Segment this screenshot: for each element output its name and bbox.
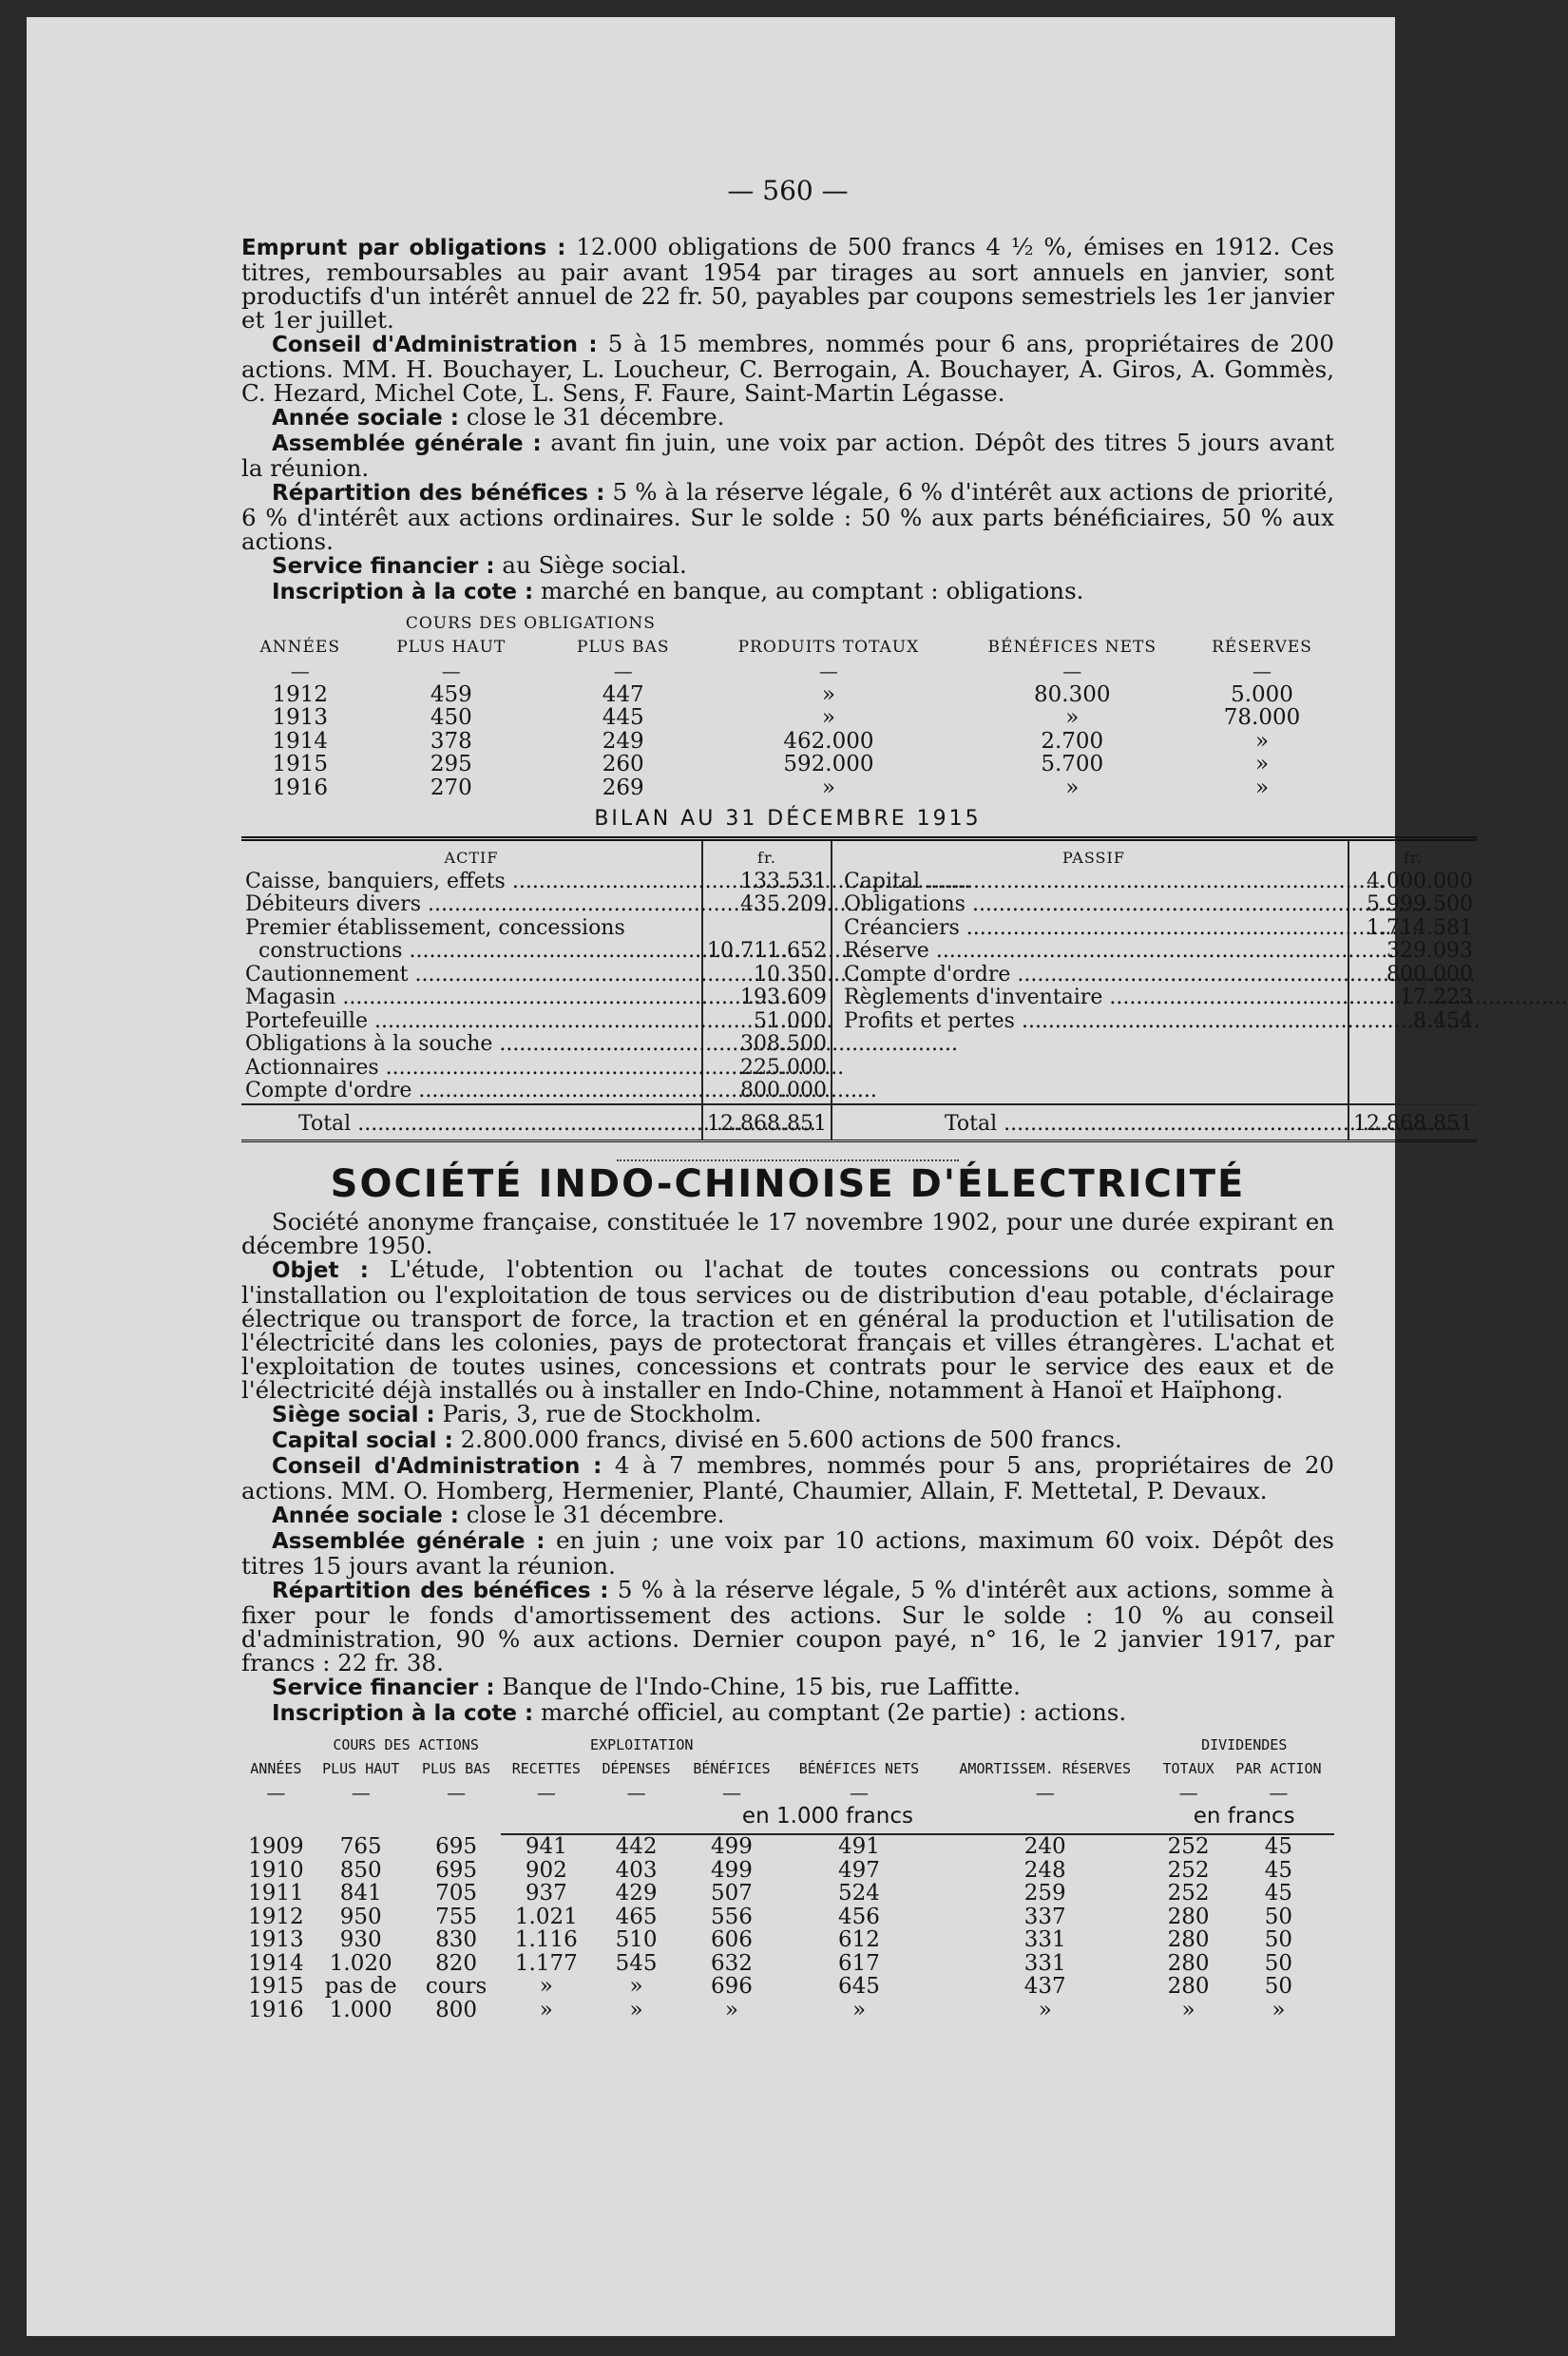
bilan-body <box>241 871 1477 1104</box>
table-cell: 50 <box>1264 1927 1292 1952</box>
header-dividendes: DIVIDENDES <box>1201 1736 1288 1753</box>
label-annee-2: Année sociale : <box>272 1504 459 1528</box>
table-row <box>241 706 1334 730</box>
actif-amount: 800.000 <box>702 1080 832 1104</box>
table-cell: 755 <box>435 1904 478 1929</box>
bilan-row <box>241 1080 1477 1104</box>
table-cell: 841 <box>339 1881 382 1906</box>
table-cell: 50 <box>1264 1904 1292 1929</box>
table-cell: 695 <box>435 1857 478 1883</box>
table-cell: » <box>1065 775 1080 800</box>
text-repartition: 5 % à la réserve légale, 6 % d'intérêt aux actions de priorité, 6 % d'intérêt aux actions ordinaires. Sur le solde : 50 % aux parts bénéficiaires, 50 % aux actions. <box>241 478 1334 555</box>
actif-amount: 10.711.652 <box>702 940 832 964</box>
actif-amount: 435.209 <box>702 893 832 917</box>
actif-item: Premier établissement, concessions <box>245 915 625 940</box>
passif-amount: 4.000.000 <box>1348 871 1477 894</box>
actif-item: Cautionnement ..... <box>241 964 702 987</box>
table-cell: 1.177 <box>514 1950 578 1976</box>
text-service-2: Banque de l'Indo-Chine, 15 bis, rue Laffitte. <box>502 1673 1021 1700</box>
table-cell: 450 <box>430 705 472 730</box>
table-cell: 1916 <box>248 1997 304 2022</box>
label-objet: Objet : <box>272 1258 369 1283</box>
table-row <box>241 1882 1334 1906</box>
actif-item: Obligations à la souche ..... <box>241 1033 702 1057</box>
table-cell: 249 <box>602 728 644 754</box>
table-cell: 1910 <box>248 1857 304 1883</box>
label-service-2: Service financier : <box>272 1676 495 1700</box>
label-assemblee-2: Assemblée générale : <box>272 1529 545 1554</box>
text-inscription-2: marché officiel, au comptant (2e partie) : actions. <box>540 1698 1127 1726</box>
text-siege: Paris, 3, rue de Stockholm. <box>442 1400 762 1427</box>
label-annee: Année sociale : <box>272 406 459 431</box>
table-cell: 280 <box>1167 1904 1210 1929</box>
table-cell: 462.000 <box>783 728 874 754</box>
header-plus-haut-2: PLUS HAUT <box>322 1760 400 1777</box>
paragraph-repartition <box>241 480 1334 553</box>
table-cell: 695 <box>435 1833 478 1859</box>
table-cell: 429 <box>615 1881 658 1906</box>
text-service: au Siège social. <box>502 551 687 579</box>
paragraph-capital <box>241 1427 1334 1453</box>
passif-amount: 8.454 <box>1348 1010 1477 1034</box>
table-row <box>241 753 1334 776</box>
paragraph-inscription <box>241 579 1334 604</box>
table-cell: 1913 <box>272 705 328 730</box>
passif-item: Capital ..... <box>840 871 1348 894</box>
table-cell: 510 <box>615 1927 658 1952</box>
header-cours-group: COURS DES OBLIGATIONS <box>405 614 656 633</box>
table-cell: » <box>821 705 835 730</box>
paragraph-service-2 <box>241 1675 1334 1700</box>
table-cell: 280 <box>1167 1927 1210 1952</box>
total-actif: 12.868.851 <box>702 1104 832 1141</box>
table-actions: COURS DES ACTIONS EXPLOITATION DIVIDENDES ANNÉES PLUS HAUT PLUS BAS RECETTES DÉPENSES BÉNÉFICES BÉNÉFICES NETS AMORTISSEM. RÉSERVES TOTAUX PAR ACTION — — — — — — — — — — en 1.000 francs en francs 1909 765 695 941 442 499 491 240 252 45 1910 850 695 902 403 499 497 248 252 45 1911 841 705 937 429 507 524 259 252 45 1912 950 755 1.021 465 556 456 337 280 50 1913 930 830 1.116 510 606 612 331 280 50 1914 1.020 820 1.177 545 632 617 331 280 50 1915 pas de cours » » 696 645 437 280 50 1916 1.000 800 » » » » » » » <box>241 1733 1334 2021</box>
paragraph-emprunt <box>241 235 1334 332</box>
table-row <box>241 683 1334 707</box>
bilan-title: BILAN AU 31 DÉCEMBRE 1915 <box>594 807 982 831</box>
table-cell: » <box>821 775 835 800</box>
table-cell: 252 <box>1167 1834 1210 1859</box>
table-cell: 499 <box>711 1857 753 1883</box>
header-exploitation: EXPLOITATION <box>590 1736 694 1753</box>
table-cell: 270 <box>430 775 472 800</box>
decorative-divider <box>617 1150 959 1161</box>
table-cell: 437 <box>1023 1974 1066 1999</box>
table-cell: 1912 <box>272 681 328 707</box>
table-cell: 645 <box>838 1974 880 1999</box>
table-cell: 445 <box>602 705 644 730</box>
table-cell: » <box>851 1997 867 2022</box>
table-cell: » <box>821 681 835 707</box>
table-cell: 696 <box>711 1974 753 1999</box>
header-actif-currency: fr. <box>702 839 832 871</box>
total-passif-label: Total ..... <box>840 1104 1348 1141</box>
paragraph-assemblee-2 <box>241 1528 1334 1578</box>
passif-amount: 5.999.500 <box>1348 893 1477 917</box>
table-cell: 1914 <box>248 1950 304 1976</box>
table-body <box>241 683 1334 800</box>
passif-amount: 17.223 <box>1348 986 1477 1010</box>
table-cell: 606 <box>711 1927 753 1952</box>
paragraph-siege <box>241 1402 1334 1427</box>
table-cell: 269 <box>602 775 644 800</box>
actif-amount <box>702 917 832 941</box>
table-cell: 337 <box>1023 1904 1066 1929</box>
page-content <box>241 175 1473 2022</box>
table-row <box>241 1975 1334 1999</box>
table-cell: 260 <box>602 752 644 776</box>
header-reserves: RÉSERVES <box>1212 638 1312 657</box>
table-cell: 50 <box>1264 1950 1292 1976</box>
table-cell: 447 <box>602 681 644 707</box>
paragraph-annee <box>241 405 1334 431</box>
header-par-action: PAR ACTION <box>1235 1760 1322 1777</box>
header-annees-2: ANNÉES <box>250 1760 302 1777</box>
bilan-row <box>241 893 1477 917</box>
label-inscription: Inscription à la cote : <box>272 580 534 604</box>
table-cell: 1911 <box>248 1881 304 1906</box>
passif-item <box>840 1080 1348 1104</box>
paragraph-annee-2 <box>241 1503 1334 1528</box>
table-cell: » <box>539 1997 553 2022</box>
table-cell: 820 <box>435 1950 478 1976</box>
bilan-row <box>241 1033 1477 1057</box>
table-cell: 331 <box>1023 1927 1066 1952</box>
table-cell: 403 <box>615 1857 658 1883</box>
paragraph-service <box>241 553 1334 579</box>
table-cell: 5.700 <box>1041 752 1104 776</box>
text-annee-2: close le 31 décembre. <box>466 1501 725 1528</box>
table-cell: 617 <box>838 1950 880 1976</box>
table-cell: 1.021 <box>514 1904 578 1929</box>
passif-amount: 1.714.581 <box>1348 917 1477 941</box>
table-cell: 612 <box>838 1927 880 1952</box>
label-repartition: Répartition des bénéfices : <box>272 481 605 506</box>
unit-francs: en francs <box>1154 1805 1334 1835</box>
table-cell: » <box>1181 1997 1195 2022</box>
table-cell: 331 <box>1023 1950 1066 1976</box>
table-cell: 45 <box>1264 1834 1292 1859</box>
table-cell: 1.020 <box>329 1950 392 1976</box>
table-cell: » <box>724 1997 738 2022</box>
table-bilan <box>241 836 1477 1142</box>
company-title: SOCIÉTÉ INDO-CHINOISE D'ÉLECTRICITÉ <box>330 1162 1246 1206</box>
header-cours-actions: COURS DES ACTIONS <box>333 1736 479 1753</box>
paragraph-objet <box>241 1257 1334 1402</box>
actif-amount: 193.609 <box>702 986 832 1010</box>
table-cell: 1912 <box>248 1904 304 1929</box>
paragraph-assemblee <box>241 431 1334 480</box>
table-cell: 1913 <box>248 1927 304 1952</box>
page-number: — 560 — <box>727 175 849 206</box>
table-cell: 2.700 <box>1041 728 1104 754</box>
table-row <box>241 1906 1334 1929</box>
header-benefices: BÉNÉFICES NETS <box>987 638 1157 657</box>
table-row <box>241 1834 1334 1859</box>
paragraph-intro: Société anonyme française, constituée le 17 novembre 1902, pour une durée expirant en décembre 1950. <box>241 1208 1334 1259</box>
table-cell: 295 <box>430 752 472 776</box>
paragraph-repartition-2 <box>241 1578 1334 1675</box>
table-cell: 950 <box>339 1904 382 1929</box>
table-cell: 1916 <box>272 775 328 800</box>
table-cell: » <box>1254 775 1270 800</box>
label-emprunt: Emprunt par obligations : <box>241 236 566 260</box>
passif-item: Profits et pertes ..... <box>840 1010 1348 1034</box>
table-cell: 459 <box>430 681 472 707</box>
table-cell: 456 <box>838 1904 880 1929</box>
table-cell: 80.300 <box>1034 681 1111 707</box>
total-actif-label: Total ..... <box>241 1104 702 1141</box>
actif-amount: 51.000 <box>702 1010 832 1034</box>
text-objet: L'étude, l'obtention ou l'achat de toutes concessions ou contrats pour l'installation ou l'exploitation de tous services ou de distribution d'eau potable, d'éclairage électrique ou transport de force, la traction et en général la production et l'utilisation de l'électricité dans les colonies, pays de protectorat français et villes étrangères. L'achat et l'exploitation de toutes usines, concessions et contrats pour le service des eaux et de l'électricité déjà installés ou à installer en Indo-Chine, notamment à Hanoï et Haïphong. <box>241 1255 1334 1404</box>
table-cell: 252 <box>1167 1857 1210 1883</box>
paragraph-conseil-2 <box>241 1453 1334 1503</box>
passif-amount: 329.093 <box>1348 940 1477 964</box>
table-cell: 45 <box>1264 1857 1292 1883</box>
label-siege: Siège social : <box>272 1403 435 1427</box>
text-inscription: marché en banque, au comptant : obligations. <box>540 577 1084 604</box>
table-cell: 465 <box>615 1904 658 1929</box>
table-cell: 252 <box>1167 1881 1210 1906</box>
actif-amount: 133.531 <box>702 871 832 894</box>
table-cell: » <box>629 1997 643 2022</box>
header-benefices-2: BÉNÉFICES <box>693 1760 771 1777</box>
bilan-row <box>241 917 1477 941</box>
passif-item: Compte d'ordre ..... <box>840 964 1348 987</box>
table-cell: 45 <box>1264 1881 1292 1906</box>
unit-thousand-francs: en 1.000 francs <box>501 1805 1154 1835</box>
text-annee: close le 31 décembre. <box>466 403 725 431</box>
passif-amount <box>1348 1033 1477 1057</box>
header-plus-bas-2: PLUS BAS <box>421 1760 491 1777</box>
table-cell: 1.116 <box>514 1927 578 1952</box>
label-service: Service financier : <box>272 554 495 579</box>
header-depenses: DÉPENSES <box>602 1760 671 1777</box>
table-cell: 556 <box>711 1904 753 1929</box>
passif-item: Créanciers ..... <box>840 917 1348 941</box>
actif-item: Compte d'ordre ..... <box>241 1080 702 1104</box>
table-cell: 491 <box>838 1834 880 1859</box>
actif-item: Magasin ..... <box>241 986 702 1010</box>
table-cell: » <box>1065 705 1080 730</box>
bilan-row <box>241 940 1477 964</box>
table-cell: cours <box>425 1974 488 1999</box>
bilan-row <box>241 871 1477 894</box>
table-cell: » <box>1272 1997 1286 2022</box>
table-cell: 765 <box>339 1833 382 1859</box>
actif-amount: 308.500 <box>702 1033 832 1057</box>
table-cell: 507 <box>711 1881 753 1906</box>
table-cell: 1915 <box>248 1974 304 1999</box>
table-cell: » <box>1254 752 1270 776</box>
text-conseil: 5 à 15 membres, nommés pour 6 ans, propriétaires de 200 actions. MM. H. Bouchayer, L. Loucheur, C. Berrogain, A. Bouchayer, A. Giros, A. Gommès, C. Hezard, Michel Cote, L. Sens, F. Faure, Saint-Martin Légasse. <box>241 330 1334 407</box>
header-plus-bas: PLUS BAS <box>576 638 670 657</box>
table-cell: 259 <box>1023 1881 1066 1906</box>
actif-amount: 10.350 <box>702 964 832 987</box>
table-cell: 1909 <box>248 1833 304 1859</box>
passif-amount <box>1348 1057 1477 1081</box>
label-conseil: Conseil d'Administration : <box>272 333 598 357</box>
table-cell: 941 <box>525 1834 567 1859</box>
table-cell: » <box>539 1974 553 1999</box>
actif-item: Caisse, banquiers, effets ..... <box>241 871 702 894</box>
table-row <box>241 730 1334 754</box>
table-cell: 850 <box>339 1857 382 1883</box>
table-cell: 1915 <box>272 752 328 776</box>
table-row <box>241 776 1334 800</box>
table-row <box>241 1928 1334 1952</box>
table-cell: 937 <box>525 1881 567 1906</box>
table-cell: 1914 <box>272 728 328 754</box>
header-produits: PRODUITS TOTAUX <box>737 638 920 657</box>
label-inscription-2: Inscription à la cote : <box>272 1701 534 1726</box>
header-actif: ACTIF <box>444 849 499 867</box>
text-assemblee: avant fin juin, une voix par action. Dépôt des titres 5 jours avant la réunion. <box>241 429 1334 482</box>
text-assemblee-2: en juin ; une voix par 10 actions, maximum 60 voix. Dépôt des titres 15 jours avant la réunion. <box>241 1526 1334 1580</box>
label-conseil-2: Conseil d'Administration : <box>272 1454 602 1479</box>
table-row <box>241 1999 1334 2022</box>
passif-amount <box>1348 1080 1477 1104</box>
table-cell: 240 <box>1023 1834 1066 1859</box>
table-cours-obligations: COURS DES OBLIGATIONS ANNÉES PLUS HAUT PLUS BAS PRODUITS TOTAUX BÉNÉFICES NETS RÉSERVES — — — — — — 1912 459 447 » 80.300 5.000 1913 450 445 » » 78.000 1914 378 249 462.000 2.700 » 1915 295 260 592.000 5.700 » 1916 270 269 » » » <box>241 612 1334 799</box>
table-cell: 280 <box>1167 1974 1210 1999</box>
bilan-row <box>241 964 1477 987</box>
header-passif: PASSIF <box>1062 849 1125 867</box>
table-cell: » <box>1254 728 1270 754</box>
table-row <box>241 1952 1334 1976</box>
passif-item: Réserve ..... <box>840 940 1348 964</box>
table-cell: 497 <box>838 1857 880 1883</box>
table-cell: 378 <box>430 728 472 754</box>
passif-item: Obligations ..... <box>840 893 1348 917</box>
header-plus-haut: PLUS HAUT <box>396 638 507 657</box>
table-cell: 442 <box>615 1834 658 1859</box>
bilan-row <box>241 1010 1477 1034</box>
table-cell: 1.000 <box>329 1997 392 2022</box>
table-cell: » <box>1038 1997 1052 2022</box>
table-cell: 78.000 <box>1223 705 1301 730</box>
table-cell: 545 <box>615 1950 658 1976</box>
passif-amount: 800.000 <box>1348 964 1477 987</box>
header-totaux: TOTAUX <box>1162 1760 1214 1777</box>
text-emprunt: 12.000 obligations de 500 francs 4 ½ %, émises en 1912. Ces titres, remboursables au pair avant 1954 par tirages au sort annuels en janvier, sont productifs d'un intérêt annuel de 22 fr. 50, payables par coupons semestriels les 1er janvier et 1er juillet. <box>241 233 1334 334</box>
table-cell: 50 <box>1264 1974 1292 1999</box>
actif-item: constructions ..... <box>241 940 702 964</box>
text-repartition-2: 5 % à la réserve légale, 5 % d'intérêt aux actions, somme à fixer pour le fonds d'amortissement des actions. Sur le solde : 10 % au conseil d'administration, 90 % aux actions. Dernier coupon payé, n° 16, le 2 janvier 1917, par francs : 22 fr. 38. <box>241 1576 1334 1676</box>
text-capital: 2.800.000 francs, divisé en 5.600 actions de 500 francs. <box>460 1426 1122 1453</box>
table-body-2 <box>241 1834 1334 2021</box>
header-passif-currency: fr. <box>1348 839 1477 871</box>
actif-item: Portefeuille ..... <box>241 1010 702 1034</box>
paragraph-inscription-2 <box>241 1700 1334 1726</box>
header-amortissem: AMORTISSEM. RÉSERVES <box>959 1760 1132 1777</box>
passif-item: Règlements d'inventaire ..... <box>840 986 1348 1010</box>
header-benefices-nets: BÉNÉFICES NETS <box>798 1760 920 1777</box>
table-cell: 5.000 <box>1231 681 1293 707</box>
scanned-page <box>27 17 1473 2336</box>
table-cell: 902 <box>525 1857 567 1883</box>
table-cell: pas de <box>324 1974 397 1999</box>
table-cell: 592.000 <box>783 752 874 776</box>
table-cell: 248 <box>1023 1857 1066 1883</box>
table-cell: 800 <box>435 1997 478 2022</box>
actif-item: Débiteurs divers ..... <box>241 893 702 917</box>
header-recettes: RECETTES <box>511 1760 581 1777</box>
paragraph-conseil <box>241 332 1334 405</box>
total-passif: 12.868.851 <box>1348 1104 1477 1141</box>
table-cell: 280 <box>1167 1950 1210 1976</box>
table-cell: 499 <box>711 1834 753 1859</box>
table-cell: 930 <box>339 1927 382 1952</box>
table-cell: 705 <box>435 1881 478 1906</box>
label-assemblee: Assemblée générale : <box>272 431 542 456</box>
label-capital: Capital social : <box>272 1428 453 1453</box>
table-row <box>241 1859 1334 1883</box>
table-cell: 632 <box>711 1950 753 1976</box>
table-cell: 830 <box>435 1927 478 1952</box>
passif-item <box>840 1057 1348 1081</box>
actif-amount: 225.000 <box>702 1057 832 1081</box>
table-cell: » <box>629 1974 643 1999</box>
header-annees: ANNÉES <box>259 638 340 657</box>
bilan-row <box>241 986 1477 1010</box>
actif-item: Actionnaires ..... <box>241 1057 702 1081</box>
table-cell: 524 <box>838 1881 880 1906</box>
label-repartition-2: Répartition des bénéfices : <box>272 1579 609 1603</box>
bilan-row <box>241 1057 1477 1081</box>
text-conseil-2: 4 à 7 membres, nommés pour 5 ans, propriétaires de 20 actions. MM. O. Homberg, Hermenier, Planté, Chaumier, Allain, F. Mettetal, P. Devaux. <box>241 1451 1334 1504</box>
